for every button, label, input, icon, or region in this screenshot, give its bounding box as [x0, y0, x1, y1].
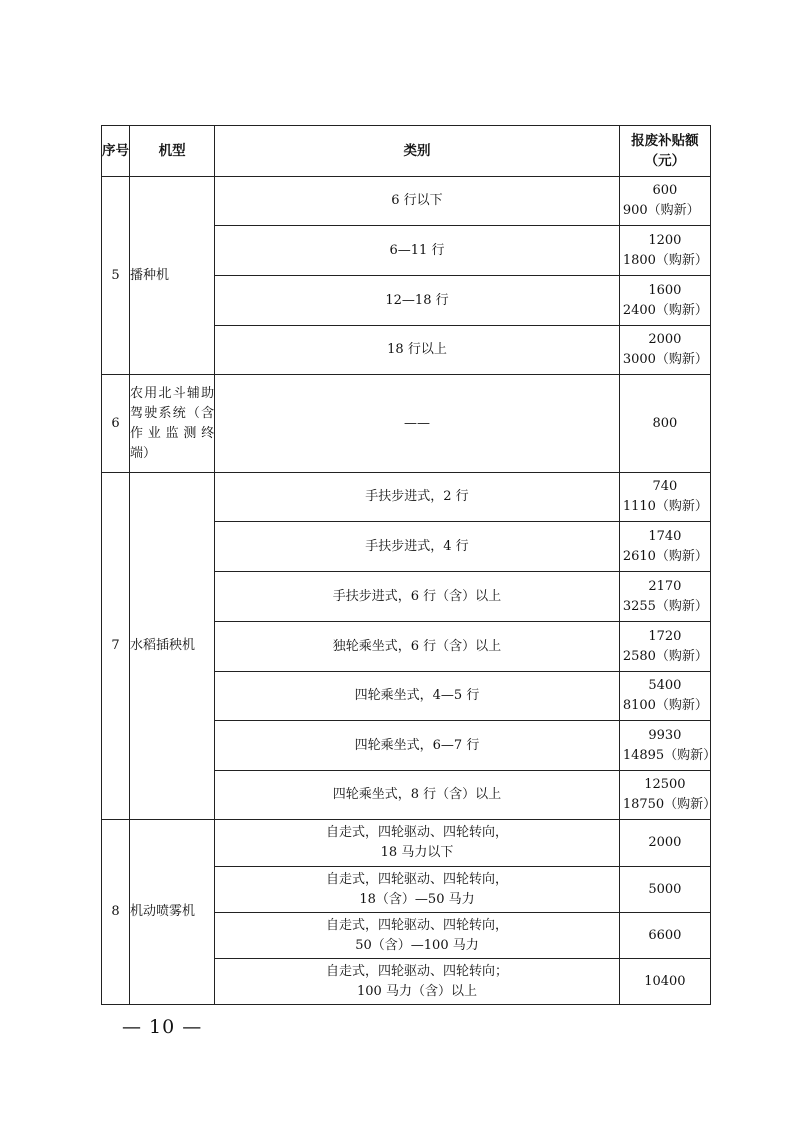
category-cell: 四轮乘坐式，8 行（含）以上 [215, 771, 620, 820]
amount-new-value: 2400（购新） [622, 302, 708, 318]
machine-type-line: 端） [130, 445, 157, 461]
category-cell [215, 959, 620, 1005]
machine-type-line: 驾驶系统（含 [130, 405, 215, 421]
header-amount-line1: 报废补贴额 [631, 133, 699, 149]
amount-cell [619, 326, 710, 375]
amount-new-value: 14895（购新） [622, 747, 717, 763]
header-no: 序号 [102, 126, 130, 177]
machine-type [130, 375, 215, 473]
amount-cell [619, 177, 710, 226]
amount-cell [619, 276, 710, 326]
category-cell: 手扶步进式，4 行 [215, 522, 620, 572]
category-cell: 四轮乘坐式，4—5 行 [215, 672, 620, 721]
category-cell: 12—18 行 [215, 276, 620, 326]
amount-new-value: 1800（购新） [622, 252, 708, 268]
amount-cell: 5000 [619, 867, 710, 913]
amount-cell [619, 721, 717, 771]
amount-new-value: 3000（购新） [622, 352, 708, 367]
category-cell: 独轮乘坐式，6 行（含）以上 [215, 622, 620, 672]
category-cell [215, 867, 620, 913]
row-number: 5 [102, 177, 130, 375]
category-cell: 6 行以下 [215, 177, 620, 226]
header-amount [619, 126, 710, 177]
row-number: 8 [102, 820, 130, 1005]
amount-cell: 800 [619, 375, 710, 473]
category-line: 50（含）—100 马力 [355, 937, 479, 953]
amount-value: 1720 [648, 628, 682, 644]
category-line: 自走式，四轮驱动、四轮转向； [325, 963, 508, 979]
amount-value: 2170 [648, 578, 682, 594]
header-amount-line2: （元） [644, 153, 686, 169]
amount-new-value: 2580（购新） [622, 648, 708, 664]
amount-value: 1200 [648, 232, 682, 248]
category-line: 自走式，四轮驱动、四轮转向， [325, 825, 508, 840]
amount-new-value: 3255（购新） [622, 598, 708, 614]
category-line: 18（含）—50 马力 [359, 891, 475, 907]
machine-type: 水稻插秧机 [130, 473, 215, 820]
category-cell: 手扶步进式，6 行（含）以上 [215, 572, 620, 622]
amount-new-value: 8100（购新） [622, 698, 708, 713]
table-row [102, 375, 711, 473]
amount-value: 740 [652, 479, 678, 494]
amount-value: 9930 [648, 727, 682, 743]
machine-type-line: 农用北斗辅助 [130, 385, 215, 401]
amount-new-value: 2610（购新） [622, 548, 708, 564]
amount-cell [619, 572, 710, 622]
subsidy-table [101, 125, 717, 1005]
table-row [102, 473, 711, 522]
amount-cell [619, 622, 710, 672]
category-cell: 18 行以上 [215, 326, 620, 375]
header-category: 类别 [215, 126, 620, 177]
amount-value: 1740 [648, 528, 682, 544]
amount-value: 1600 [648, 282, 682, 298]
amount-new-value: 1110（购新） [622, 499, 708, 514]
amount-value: 12500 [644, 777, 686, 792]
amount-new-value: 900（购新） [622, 203, 700, 218]
category-line: 18 马力以下 [380, 845, 454, 860]
row-number: 6 [102, 375, 130, 473]
category-line: 100 马力（含）以上 [357, 983, 477, 999]
amount-cell: 10400 [619, 959, 710, 1005]
machine-type: 播种机 [130, 177, 215, 375]
amount-new-value: 18750（购新） [622, 797, 717, 812]
category-cell: 手扶步进式，2 行 [215, 473, 620, 522]
machine-type-line: 作业监测终 [130, 425, 215, 441]
table-header-row [102, 126, 711, 177]
category-cell [215, 820, 620, 867]
amount-value: 2000 [648, 332, 682, 347]
amount-value: 600 [652, 183, 678, 198]
header-model: 机型 [130, 126, 215, 177]
category-cell: 四轮乘坐式，6—7 行 [215, 721, 620, 771]
row-number: 7 [102, 473, 130, 820]
amount-cell: 6600 [619, 913, 710, 959]
category-line: 自走式，四轮驱动、四轮转向， [325, 917, 508, 933]
amount-cell [619, 672, 710, 721]
amount-cell [619, 226, 710, 276]
amount-cell: 2000 [619, 820, 710, 867]
machine-type: 机动喷雾机 [130, 820, 215, 1005]
page-number: — 10 — [122, 1016, 203, 1038]
category-cell: —— [215, 375, 620, 473]
amount-cell [619, 771, 717, 820]
category-cell [215, 913, 620, 959]
amount-value: 5400 [648, 678, 682, 693]
table-row [102, 177, 711, 226]
amount-cell [619, 522, 710, 572]
table-row [102, 820, 711, 867]
category-cell: 6—11 行 [215, 226, 620, 276]
amount-cell [619, 473, 710, 522]
category-line: 自走式，四轮驱动、四轮转向， [325, 871, 508, 887]
